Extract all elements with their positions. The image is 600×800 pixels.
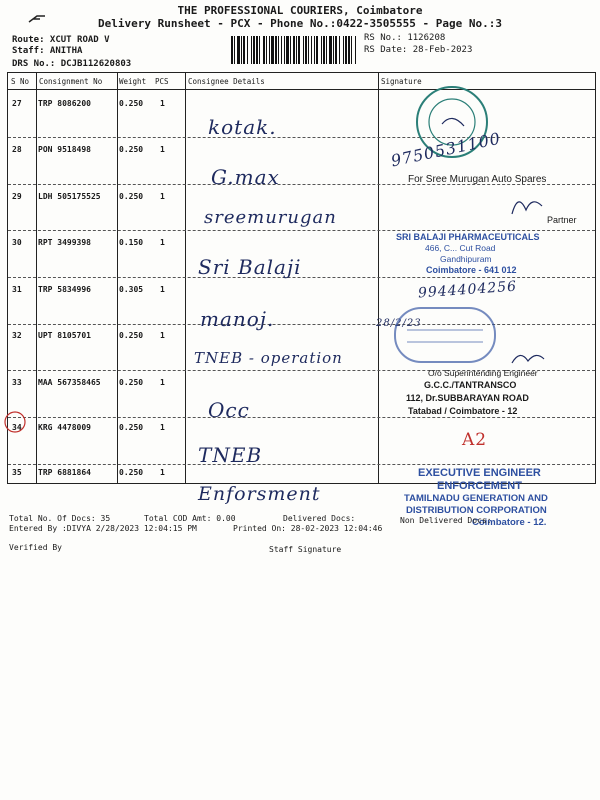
col-signature: Signature <box>381 77 422 86</box>
a2-mark: A2 <box>462 430 488 450</box>
rs-number: RS No.: 1126208 <box>364 33 446 43</box>
printed-on: Printed On: 28-02-2023 12:04:46 <box>233 524 383 533</box>
balaji-stamp-area: Gandhipuram <box>440 254 492 264</box>
delivery-phone-note: 9750531100 <box>389 128 503 171</box>
consignee-handwriting: TNEB <box>198 443 263 467</box>
verified-by-label: Verified By <box>9 543 62 552</box>
tneb-stamp-line4: Tatabad / Coimbatore - 12 <box>408 406 518 416</box>
total-docs: Total No. Of Docs: 35 <box>9 514 111 523</box>
sree-murugan-stamp: For Sree Murugan Auto Spares <box>408 174 547 185</box>
marker-circle-icon <box>3 410 27 434</box>
tneb-stamp-line1: O/o Superintending Engineer <box>428 368 538 378</box>
ee-stamp-line4: DISTRIBUTION CORPORATION <box>406 505 547 516</box>
staff-label: Staff: ANITHA <box>12 46 83 56</box>
tneb-stamp-line2: G.C.C./TANTRANSCO <box>424 380 517 390</box>
tneb-round-stamp-icon <box>375 300 515 370</box>
balaji-stamp-addr: 466, C... Cut Road <box>425 243 496 253</box>
signature-scribble-icon <box>508 345 548 369</box>
consignee-handwriting: Occ <box>208 398 250 422</box>
non-delivered-docs: Non Delivered Docs: <box>400 516 492 525</box>
consignee-handwriting: TNEB - operation <box>194 349 343 367</box>
consignee-handwriting: kotak. <box>208 115 277 139</box>
runsheet-table: S No Consignment No Weight PCS Consignee Details Signature 27 TRP 8086200 0.250 1 kotak. 28 PON 9518498 0.250 1 G.max 29 LDH 505175525 0.250 1 sreemurugan 30 RPT 3499398 0.150 1 Sri Balaji 31 TRP 5834996 0.305 1 manoj. 32 UPT 8105701 0.250 1 TNEB - operation 33 MAA 567358465 0.250 1 Occ 34 KRG 4478009 0.250 1 TNEB 35 TRP 6881864 0.250 1 <box>7 72 596 484</box>
rs-date: RS Date: 28-Feb-2023 <box>364 45 473 55</box>
balaji-stamp-city: Coimbatore - 641 012 <box>426 265 517 275</box>
col-sno: S No <box>11 77 30 86</box>
signature-scribble-icon <box>508 190 548 220</box>
staff-signature-label: Staff Signature <box>269 545 342 554</box>
consignee-handwriting: G.max <box>211 165 280 189</box>
partner-label: Partner <box>547 215 577 225</box>
ee-stamp-line1: EXECUTIVE ENGINEER <box>418 467 541 479</box>
delivered-docs: Delivered Docs: <box>283 514 356 523</box>
manoj-phone-note: 9944404256 <box>417 278 518 302</box>
tneb-stamp-line3: 112, Dr.SUBBARAYAN ROAD <box>406 393 529 403</box>
consignee-handwriting: Enforsment <box>198 483 321 505</box>
ee-stamp-line3: TAMILNADU GENERATION AND <box>404 493 548 504</box>
balaji-stamp-name: SRI BALAJI PHARMACEUTICALS <box>396 232 540 242</box>
consignee-handwriting: Sri Balaji <box>198 255 302 279</box>
ee-stamp-line2: ENFORCEMENT <box>437 480 522 492</box>
barcode-image <box>231 36 356 64</box>
ee-stamp-line5: Coimbatore - 12. <box>472 517 547 528</box>
document-subtitle: Delivery Runsheet - PCX - Phone No.:0422-3505555 - Page No.:3 <box>98 17 502 30</box>
col-consignee: Consignee Details <box>188 77 265 86</box>
drs-number: DRS No.: DCJB112620803 <box>12 59 132 69</box>
col-consignment: Consignment No <box>39 77 103 86</box>
entered-by: Entered By :DIVYA 2/28/2023 12:04:15 PM <box>9 524 197 533</box>
col-weight: Weight <box>119 77 147 86</box>
consignee-handwriting: sreemurugan <box>204 207 337 228</box>
col-pcs: PCS <box>155 77 169 86</box>
document-title: THE PROFESSIONAL COURIERS, Coimbatore <box>177 4 423 17</box>
consignee-handwriting: manoj. <box>200 307 275 331</box>
route-label: Route: XCUT ROAD V <box>12 35 110 45</box>
total-cod: Total COD Amt: 0.00 <box>144 514 236 523</box>
signature-date-note: 28/2/23 <box>376 318 422 329</box>
